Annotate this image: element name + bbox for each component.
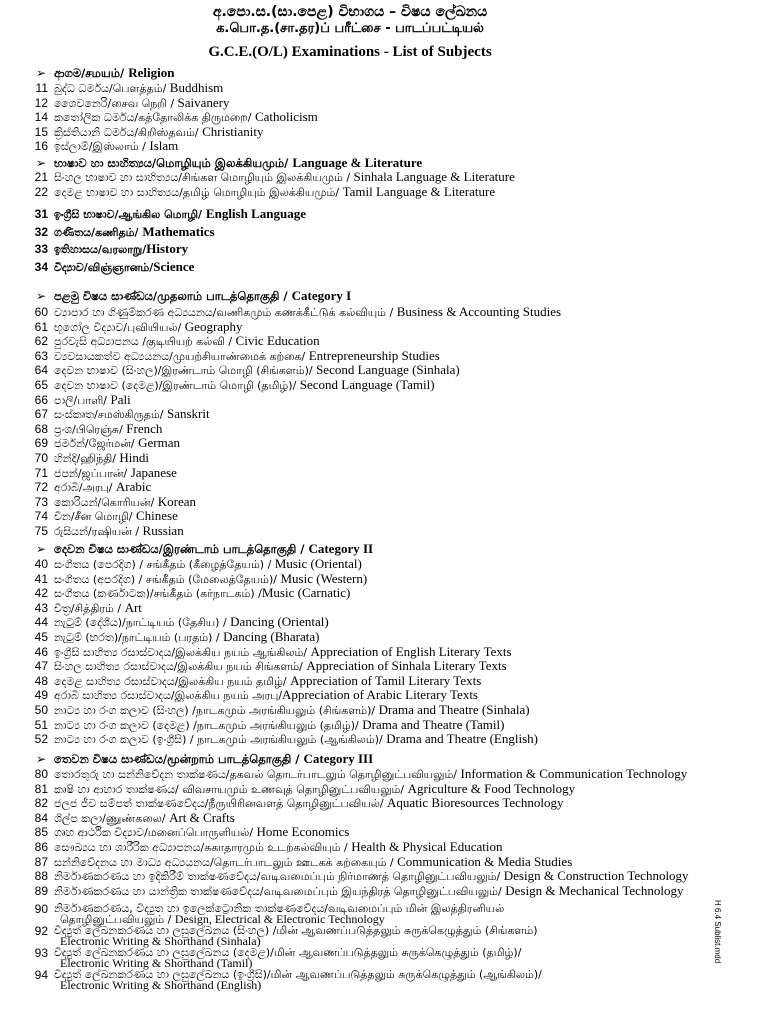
subject-english-name: Entrepreneurship Studies xyxy=(308,347,440,363)
subject-native-name: දෙමළ සාහිත්‍ය රසාස්වාදය/இலக்கிய நயம் தமிழ்/ xyxy=(54,674,291,688)
subject-code: 72 xyxy=(34,480,48,495)
subject-code: 73 xyxy=(34,494,48,509)
subject-english-name: Information & Communication Technology xyxy=(460,766,688,781)
subject-row xyxy=(0,731,538,748)
subject-code: 81 xyxy=(34,781,48,796)
subject-row xyxy=(0,224,215,241)
section-native-label: ආගම/சமயம்/ xyxy=(54,66,129,80)
subject-english-name: Arabic xyxy=(115,479,152,495)
subject-native-name: ඉස්ලාම්/இஸ்லாம் / xyxy=(54,140,150,153)
subject-code: 49 xyxy=(34,688,48,703)
section-english-label: Language & Literature xyxy=(292,155,423,170)
subject-code: 93 xyxy=(34,946,48,960)
subject-native-name: කොරියන්/கொரியன்/ xyxy=(54,495,158,509)
subject-row xyxy=(0,883,684,900)
subject-code: 60 xyxy=(34,305,48,319)
subject-english-name: Agriculture & Food Technology xyxy=(407,780,576,796)
subject-native-name: පාලි/பாளி/ xyxy=(54,393,111,407)
subject-english-name: French xyxy=(126,420,163,436)
subject-code: 43 xyxy=(34,600,48,615)
subject-code: 74 xyxy=(34,509,48,524)
subject-code: 52 xyxy=(34,732,48,747)
subject-native-name: සංගීතය (අපරදිග) / சங்கீதம் (மேலைத்தேயம்)/ xyxy=(54,572,281,586)
subject-native-name: දෙවන භාෂාව (සිංහල)/இரண்டாம் மொழி (சிங்களம்)/ xyxy=(54,364,317,378)
subject-english-name: Drama and Theatre (English) xyxy=(386,731,538,747)
subject-english-name: Music (Oriental) xyxy=(274,556,362,571)
subject-native-name: බුද්ධ ධර්මය/பௌத்தம்/ xyxy=(54,82,170,95)
subject-english-name: German xyxy=(138,435,180,451)
subject-english-name: Electronic Writing & Shorthand (Tamil) xyxy=(60,956,253,970)
subject-english-name: Business & Accounting Studies xyxy=(396,304,562,319)
section-english-label: Religion xyxy=(128,65,175,80)
subject-code: 41 xyxy=(34,571,48,586)
section-native-label: තෙවන විෂය සාණ්ඩය/மூன்றாம் பாடத்தொகுதி / xyxy=(54,752,304,766)
subject-native-name: සංගීතය (කර්ණාටක)/சங்கீதம் (கர்நாடகம்) / xyxy=(54,587,262,601)
subject-native-name: විද්‍යාව/விஞ்ஞானம்/ xyxy=(54,260,154,274)
subject-native-name: විද්‍යුත් ලේඛනකරණය හා ලඝුලේඛනය (ඉංග්‍රීසි)/மின் ஆவணப்படுத்தலும் சுருக்கெழுத்தும் (ஆங்கிலம்)/ xyxy=(54,968,542,981)
subject-code: 45 xyxy=(34,630,48,644)
subject-code: 75 xyxy=(34,524,48,538)
subject-native-name: නිර්මාණකරණය හා ඉදිකිරීම් තාක්ෂණවේදය/வடிவமைப்பும் நிர்மாணத் தொழினுட்பவியலும்/ xyxy=(54,870,504,884)
subject-english-name: Home Economics xyxy=(256,824,350,840)
subject-english-name: Design, Electrical & Electronic Technology xyxy=(174,912,385,926)
subject-native-name: සිංහල භාෂාව හා සාහිත්‍යය/சிங்கள மொழியும் இலக்கியமும் / xyxy=(54,171,354,184)
subject-code: 33 xyxy=(34,242,48,256)
subject-native-name: විද්‍යුත් ලේඛනකරණය හා ලඝුලේඛනය (දෙමළ)/மின் ஆவணப்படுத்தலும் சுருக்கெழுத்தும் (தமிழ்)/ xyxy=(54,946,522,959)
subject-english-name: Art xyxy=(124,599,142,615)
subject-row xyxy=(0,241,188,258)
subject-english-name: Music (Carnatic) xyxy=(261,585,351,601)
subject-code: 63 xyxy=(34,348,48,363)
subject-english-name: Catholicism xyxy=(254,109,318,124)
title-tamil: க.பொ.த.(சா.தர)ப் பரீட்சை - பாடப்பட்டியல் xyxy=(216,21,484,36)
subject-english-name: Appreciation of Sinhala Literary Texts xyxy=(306,658,507,674)
subject-english-name: Christianity xyxy=(202,123,264,139)
subject-code: 64 xyxy=(34,363,48,378)
title-english: G.C.E.(O/L) Examinations - List of Subjects xyxy=(208,44,492,60)
subject-native-name: නාට්‍ය හා රංග කලාව (සිංහල) /நாடகமும் அரங்கியலும் (சிங்களம்)/ xyxy=(54,704,379,717)
subject-english-name: Aquatic Bioresources Technology xyxy=(387,795,564,811)
subject-english-name: Russian xyxy=(142,523,184,538)
subject-code: 42 xyxy=(34,586,48,601)
section-native-label: දෙවන විෂය සාණ්ඩය/இரண்டாம் பாடத்தொகுதி / xyxy=(54,542,309,556)
subject-code: 82 xyxy=(34,796,48,811)
subject-row xyxy=(0,184,495,201)
subject-code: 31 xyxy=(34,207,48,221)
subject-native-name: දෙවන භාෂාව (දෙමළ)/இரண்டாம் மொழி (தமிழ்)/ xyxy=(54,379,300,392)
subject-code: 88 xyxy=(34,869,48,884)
subject-native-name: ප්‍රංශ/பிரெஞ்சு/ xyxy=(54,422,127,436)
subject-code: 71 xyxy=(34,465,48,480)
subject-english-name: Drama and Theatre (Sinhala) xyxy=(378,702,530,717)
subject-english-name: Korean xyxy=(157,493,197,509)
section-heading-cat1 xyxy=(36,288,351,305)
subject-code: 32 xyxy=(34,224,48,239)
subject-native-name: නැටුම් (භරත)/நாட்டியம் (பரதம்) / xyxy=(54,631,224,644)
subject-code: 44 xyxy=(34,615,48,630)
subject-native-name: ශිල්ප කලා/ணுண்கலை/ xyxy=(54,811,170,825)
subject-code: 22 xyxy=(34,184,48,199)
subject-code: 90 xyxy=(34,902,48,916)
subject-code: 67 xyxy=(34,407,48,422)
subject-native-name: ජර්මන්/ஜேர்மன்/ xyxy=(54,437,139,451)
subject-row-continuation xyxy=(60,978,261,993)
subject-native-name: ගෘහ ආර්ථික විද්‍යාව/மனைப்பொருளியல்/ xyxy=(54,826,257,840)
subject-native-name: ජපන්/ஜப்பான்/ xyxy=(54,466,131,480)
subject-native-name: ජලජ ජීව සම්පත් තාක්ෂණවේදය/நீருயிரினவளத் தொழினுட்பவியல்/ xyxy=(54,797,388,811)
subject-row xyxy=(0,523,184,540)
subject-row xyxy=(0,138,178,155)
subject-code: 21 xyxy=(34,170,48,184)
subject-code: 92 xyxy=(34,924,48,938)
subject-english-name: Saivanery xyxy=(177,94,230,110)
arrow-bullet-icon: ➢ xyxy=(36,66,47,80)
arrow-bullet-icon: ➢ xyxy=(36,289,47,303)
subject-native-name: සිංහල සාහිත්‍ය රසාස්වාදය/இலக்கிய நயம் சிங்களம்/ xyxy=(54,660,307,674)
arrow-bullet-icon: ➢ xyxy=(36,542,47,556)
subject-code: 84 xyxy=(34,810,48,825)
subject-english-name: Art & Crafts xyxy=(169,809,235,825)
subject-native-name: විද්‍යුත් ලේඛනකරණය හා ලඝුලේඛනය (සිංහල) /மின் ஆவணப்படுத்தலும் சுருக்கெழுத்தும் (சிங்களம்) xyxy=(54,924,538,937)
subject-native-name: ගණිතය/கணிதம்/ xyxy=(54,225,143,239)
subject-english-name: Tamil Language & Literature xyxy=(342,183,496,199)
subject-code: 11 xyxy=(35,81,48,95)
subject-code: 51 xyxy=(34,717,48,732)
subject-english-name: Islam xyxy=(149,138,179,153)
subject-english-name: English Language xyxy=(205,206,306,221)
subject-english-name: Hindi xyxy=(119,450,150,465)
subject-code: 69 xyxy=(34,436,48,451)
subject-english-name: Dancing (Bharata) xyxy=(223,629,320,644)
subject-code: 40 xyxy=(34,557,48,571)
subject-english-name: Second Language (Sinhala) xyxy=(316,362,460,378)
subject-native-name: ඉංග්‍රීසි සාහිත්‍ය රසාස්වාදය/இலக்கிய நயம் ஆங்கிலம்/ xyxy=(54,645,311,659)
arrow-bullet-icon: ➢ xyxy=(36,156,47,170)
subject-native-name: සංස්කෘත/சமஸ்கிருதம்/ xyxy=(54,408,167,422)
subject-native-name: සන්නිවේදනය හා මාධ්‍ය අධ්‍යයනය/தொடர்பாடலும் ஊடகக் கற்கையும் / xyxy=(54,855,398,869)
subject-code: 62 xyxy=(34,334,48,349)
subject-code: 12 xyxy=(34,95,48,110)
subject-code: 65 xyxy=(34,378,48,392)
subject-english-name: Appreciation of English Literary Texts xyxy=(310,643,512,659)
subject-english-name: Sinhala Language & Literature xyxy=(353,169,515,184)
subject-english-name: Appreciation of Arabic Literary Texts xyxy=(282,687,478,703)
section-english-label: Category III xyxy=(303,751,374,766)
subject-english-name: Science xyxy=(153,258,195,274)
subject-english-name: Second Language (Tamil) xyxy=(299,377,435,392)
subject-code: 87 xyxy=(34,854,48,869)
subject-code: 46 xyxy=(34,644,48,659)
subject-code: 61 xyxy=(34,319,48,334)
subject-native-name: කතෝලික ධර්මය/கத்தோலிக்க திருமறை/ xyxy=(54,111,255,124)
subject-code: 94 xyxy=(34,968,48,982)
subject-code: 34 xyxy=(34,259,48,274)
subject-native-name: ඉතිහාසය/வரலாறு/ xyxy=(54,243,147,256)
subject-native-name: පුරවැසි අධ්‍යාපනය /குடியியற் கல்வி / xyxy=(54,335,236,349)
arrow-bullet-icon: ➢ xyxy=(36,752,47,766)
subject-english-name: Electronic Writing & Shorthand (English) xyxy=(60,978,262,992)
subject-native-name: භූගෝල විද්‍යාව/புவியியல்/ xyxy=(54,320,185,334)
subject-row xyxy=(0,259,194,276)
subject-code: 85 xyxy=(34,825,48,840)
subject-english-name: History xyxy=(146,241,189,256)
subject-native-name: ව්‍යාපාර හා ගිණුම්කරණ අධ්‍යයනය/வணிகமும் கணக்கீட்டுக் கல்வியும் / xyxy=(54,306,397,319)
subject-english-name: Buddhism xyxy=(169,80,224,95)
section-native-label: පළමු විෂය සාණ්ඩය/முதலாம் பாடத்தொகுதி / xyxy=(54,289,292,303)
section-native-label: භාෂාව හා සාහිත්‍යය/மொழியும் இலக்கியமும்/ xyxy=(54,156,293,170)
subject-native-name: නාට්‍ය හා රංග කලාව (ඉංග්‍රීසි) / நாடகமும் அரங்கியலும் (ஆங்கிலம்)/ xyxy=(54,733,387,747)
subject-code: 86 xyxy=(34,840,48,854)
subject-native-name: හින්දි/ஹிந்தி/ xyxy=(54,452,120,465)
subject-english-name: Music (Western) xyxy=(280,570,368,586)
subject-english-name: Dancing (Oriental) xyxy=(230,614,329,630)
subject-code: 47 xyxy=(34,659,48,674)
subject-native-name: දෙමළ භාෂාව හා සාහිත්‍යය/தமிழ் மொழியும் இலக்கியமும்/ xyxy=(54,185,343,199)
subject-english-name: Communication & Media Studies xyxy=(397,853,573,869)
subject-native-name: තොරතුරු හා සන්නිවේදන තාක්ෂණය/தகவல் தொடர்பாடலும் தொழினுட்பவியலும்/ xyxy=(54,768,461,781)
subject-native-name: රුසියන්/ரஷியன் / xyxy=(54,525,143,538)
subject-code: 89 xyxy=(34,883,48,898)
subject-native-name: චීන/சீன மொழி/ xyxy=(54,510,136,524)
subject-native-name: අරාබි සාහිත්‍ය රසාස්වාදය/இலக்கிய நயம் அரபு/ xyxy=(54,689,283,703)
subject-english-name: Appreciation of Tamil Literary Texts xyxy=(290,672,482,688)
subject-native-name: නාට්‍ය හා රංග කලාව (දෙමළ) /நாடகமும் அரங்கியலும் (தமிழ்)/ xyxy=(54,718,363,732)
subject-english-name: Design & Mechanical Technology xyxy=(505,882,684,898)
section-english-label: Category II xyxy=(308,541,374,556)
subject-code: 50 xyxy=(34,703,48,717)
subject-native-name: නිර්මාණකරණය, විද්‍යුත හා ඉලෙක්ට්‍රොනික තාක්ෂණවේදය/வடிவமைப்பும் மின் இலத்திரனியல் xyxy=(54,902,505,915)
subject-native-name: ව්‍යවසායකත්ව අධ්‍යයනය/முயற்சியாண்மைக் கற்கை/ xyxy=(54,349,309,363)
subject-native-name: කෘෂි හා ආහාර තාක්ෂණය/ விவசாயமும் உணவுத் தொழினுட்பவியலும்/ xyxy=(54,782,408,796)
subject-native-name: නිර්මාණකරණය හා යාන්ත්‍රික තාක්ෂණවේදය/வடிவமைப்பும் இயந்திரத் தொழினுட்பவியலும்/ xyxy=(54,884,506,898)
subject-code: 15 xyxy=(34,124,48,139)
subject-native-name: සංගීතය (පෙරදිග) / சங்கீதம் (கீழைத்தேயம்) / xyxy=(54,558,275,571)
subject-native-name: චිත්‍ර/சித்திரம் / xyxy=(54,601,125,615)
subject-native-name: අරාබි/அரபு/ xyxy=(54,481,116,495)
subject-english-name: Japanese xyxy=(130,464,177,480)
subject-code: 80 xyxy=(34,767,48,781)
subject-code: 16 xyxy=(34,139,48,153)
section-english-label: Category I xyxy=(291,288,352,303)
subject-native-name: සෞඛ්‍යය හා ශාරීරික අධ්‍යාපනය/சுகாதாரமும் உடற்கல்வியும் / xyxy=(54,841,352,854)
subject-english-name: Pali xyxy=(110,391,131,407)
subject-english-name: Mathematics xyxy=(142,223,215,239)
subject-code: 14 xyxy=(34,110,48,124)
subject-english-name: Health & Physical Education xyxy=(351,839,503,854)
subject-english-name: Civic Education xyxy=(235,333,320,349)
subject-code: 68 xyxy=(34,421,48,436)
subject-row xyxy=(0,206,306,223)
subject-code: 70 xyxy=(34,451,48,465)
title-sinhala: අ.පො.ස.(සා.පෙළ) විභාගය – විෂය ලේඛනය xyxy=(212,4,488,20)
subject-english-name: Sanskrit xyxy=(167,406,210,422)
subject-native-name: නැටුම් (දේශීය)/நாட்டியம் (தேசிய) / xyxy=(54,616,231,630)
subject-english-name: Drama and Theatre (Tamil) xyxy=(362,716,505,732)
subject-native-name: ඉංග්‍රීසි භාෂාව/ஆங்கில மொழி/ xyxy=(54,208,206,221)
subject-english-name: Electronic Writing & Shorthand (Sinhala) xyxy=(60,934,261,948)
subject-english-name: Geography xyxy=(184,318,243,334)
subject-code: 48 xyxy=(34,673,48,688)
subject-english-name: Design & Construction Technology xyxy=(503,868,689,884)
subject-code: 66 xyxy=(34,392,48,407)
side-note: H 6.4 Sublist.mdd xyxy=(713,900,722,964)
subject-native-name: ක්‍රිස්තියානි ධර්මය/கிறிஸ்தவம்/ xyxy=(54,125,203,139)
subject-native-name-cont: தொழினுட்பவியலும் / xyxy=(60,913,175,926)
subject-native-name: ශෛවනෙරි/சைவ நெறி / xyxy=(54,96,178,110)
subject-english-name: Chinese xyxy=(136,508,178,524)
